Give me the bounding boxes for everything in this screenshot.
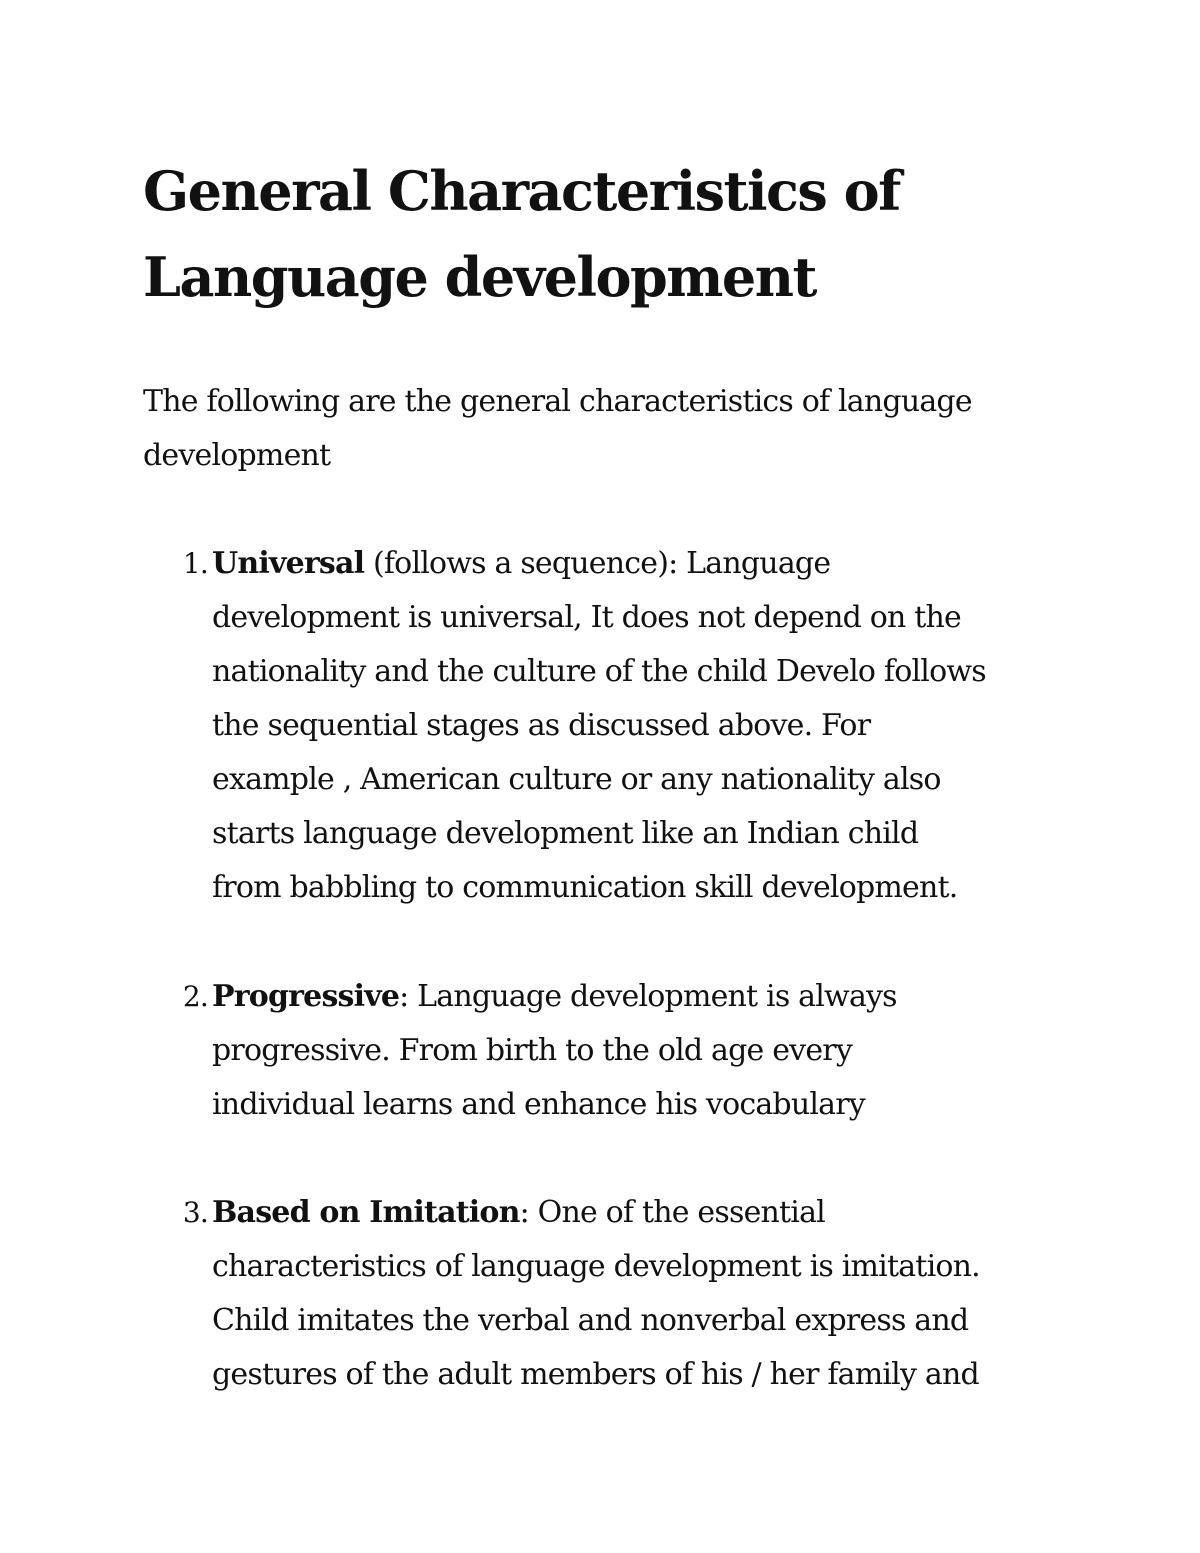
list-item-text: : One of the essential (519, 1195, 825, 1230)
list-item-imitation (182, 1186, 1112, 1402)
intro-paragraph (143, 375, 1093, 483)
list-item-line: example , American culture or any nationality also (212, 762, 941, 797)
list-item-line: starts language development like an Indian child (212, 816, 919, 851)
list-item-line: characteristics of language development is imitation. (212, 1249, 980, 1284)
list-item-number: 2. (182, 980, 208, 1013)
list-item-number: 3. (182, 1196, 208, 1229)
list-item-text: : Language development is always (399, 979, 897, 1014)
page-title (143, 148, 1083, 320)
list-item-term: Universal (212, 546, 365, 581)
list-item-term: Based on Imitation (212, 1195, 520, 1230)
list-item-number: 1. (182, 547, 208, 580)
list-item-universal (182, 537, 1112, 915)
intro-line-1: The following are the general characteristics of language (143, 384, 972, 419)
list-item-first-line (212, 970, 1112, 1024)
list-item-line: individual learns and enhance his vocabulary (212, 1087, 865, 1122)
list-item-first-line (212, 537, 1112, 591)
intro-line-2: development (143, 438, 331, 473)
list-item-term: Progressive (212, 979, 400, 1014)
title-line-1: General Characteristics of (143, 159, 900, 223)
list-item-line: the sequential stages as discussed above. For (212, 708, 871, 743)
list-item-progressive (182, 970, 1112, 1132)
list-item-text: (follows a sequence): Language (364, 546, 831, 581)
title-line-2: Language development (143, 245, 816, 309)
list-item-line: progressive. From birth to the old age every (212, 1033, 852, 1068)
list-item-line: from babbling to communication skill development. (212, 870, 958, 905)
list-item-line: Child imitates the verbal and nonverbal express and (212, 1303, 969, 1338)
list-item-line: development is universal, It does not depend on the (212, 600, 961, 635)
list-item-line: gestures of the adult members of his / her family and (212, 1357, 979, 1392)
list-item-first-line (212, 1186, 1112, 1240)
list-item-line: nationality and the culture of the child Develo follows (212, 654, 986, 689)
